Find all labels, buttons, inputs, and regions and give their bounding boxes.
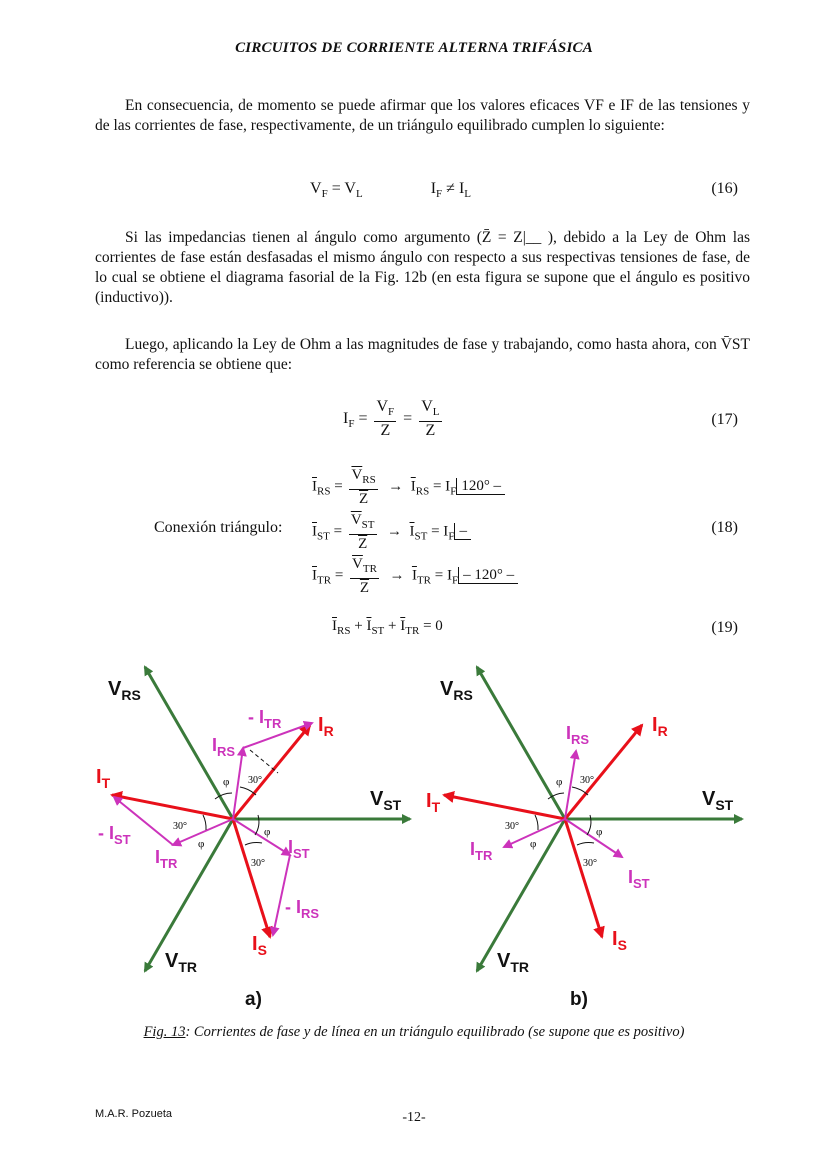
svg-text:IS: $I_S$ — [612, 928, 627, 953]
svg-text:VTR: $V_{TR}$ — [497, 950, 530, 975]
svg-text:φ: φ — [556, 776, 563, 788]
it-phasor-b — [444, 795, 565, 819]
svg-text:IST: $I_{ST}$ — [628, 867, 650, 891]
equation-16-number: (16) — [711, 180, 738, 197]
svg-text:φ: φ — [198, 838, 205, 850]
svg-text:30°: 30° — [248, 775, 262, 786]
delta-connection-label: Conexión triángulo: — [154, 519, 283, 536]
svg-text:30°: 30° — [505, 821, 519, 832]
svg-text:IST: $I_{ST}$ — [288, 837, 310, 861]
svg-text:VRS: $V_{RS}$ — [440, 678, 473, 703]
minus-irs-phasor-a — [273, 855, 290, 935]
paragraph-1: En consecuencia, de momento se puede afirmar que los valores eficaces VF e IF de las tensiones y de las corrientes de fase, respectivamente, de un triángulo equilibrado cumplen lo siguiente: — [95, 97, 750, 134]
panel-a — [96, 667, 410, 1010]
page-header: CIRCUITOS DE CORRIENTE ALTERNA TRIFÁSICA — [235, 40, 593, 56]
equation-17: $I_F$ = $\frac{V_F}{Z}$ = $\frac{V_L}{Z}$ — [343, 398, 440, 440]
phasor-diagram-figure — [0, 655, 828, 1015]
svg-text:IT: $I_T$ — [96, 766, 111, 791]
svg-text:- ITR: - $I_{TR}$ — [248, 707, 282, 731]
svg-text:φ: φ — [264, 826, 271, 838]
svg-text:- IST: - $I_{ST}$ — [98, 823, 131, 847]
vtr-phasor-b — [477, 819, 565, 971]
svg-text:IS: $I_S$ — [252, 933, 267, 958]
svg-text:IRS: $I_{RS}$ — [212, 735, 236, 759]
panel-a-label: a) — [245, 989, 262, 1010]
panel-b-label: b) — [570, 989, 588, 1010]
panel-b — [426, 667, 742, 1010]
svg-text:φ: φ — [223, 776, 230, 788]
svg-text:ITR: $I_{TR}$ — [470, 839, 493, 863]
ir-phasor-a — [233, 725, 310, 819]
equation-16: $V_F = V_L$ $I_F \ne I_L$ — [310, 180, 472, 201]
svg-text:φ: φ — [530, 838, 537, 850]
svg-text:VTR: $V_{TR}$ — [165, 950, 198, 975]
equation-18-row-2: $\overline{I}_{ST}$ = $\frac{\overline{V}_{ST}}{Z}$ → $\overline{I}_{ST} = I_F$ – — [312, 511, 471, 553]
equation-19-number: (19) — [711, 619, 738, 636]
equation-18-row-3: $\overline{I}_{TR}$ = $\frac{\overline{V}_{TR}}{Z}$ → $\overline{I}_{TR} = I_F - 120^\circ$ – — [312, 555, 518, 597]
equation-18-row-1: $\overline{I}_{RS}$ = $\frac{\overline{V}_{RS}}{Z}$ → $\overline{I}_{RS} = I_F$ 120° – — [312, 466, 505, 508]
svg-text:VST: $V_{ST}$ — [370, 788, 402, 813]
vtr-phasor-a — [145, 819, 233, 971]
svg-text:IT: $I_T$ — [426, 790, 441, 815]
equation-19: $\overline{I}_{RS} + \overline{I}_{ST} + \overline{I}_{TR} = 0$ — [332, 618, 443, 637]
figure-caption: Fig. 13: Corrientes de fase y de línea en un triángulo equilibrado (se supone que es positivo) — [143, 1024, 685, 1040]
equation-18-number: (18) — [711, 519, 738, 536]
svg-text:- IRS: - $I_{RS}$ — [285, 897, 320, 921]
page-number: -12- — [402, 1110, 426, 1125]
equation-17-number: (17) — [711, 411, 738, 428]
paragraph-2: Si las impedancias tienen al ángulo como argumento (Z̄ = Z|__ ), debido a la Ley de Ohm las corrientes de fase están desfasadas el mismo ángulo con respecto a sus respectivas tensiones de fase, de lo cual se obtiene el diagrama fasorial de la Fig. 12b (en esta figura se supone que el ángulo es positivo (inductivo)). — [95, 229, 750, 306]
svg-text:30°: 30° — [583, 858, 597, 869]
svg-text:IR: $I_R$ — [652, 714, 668, 739]
svg-text:30°: 30° — [173, 821, 187, 832]
svg-text:VST: $V_{ST}$ — [702, 788, 734, 813]
svg-text:30°: 30° — [580, 775, 594, 786]
paragraph-3: Luego, aplicando la Ley de Ohm a las magnitudes de fase y trabajando, como hasta ahora, con V̄ST como referencia se obtiene que: — [95, 336, 750, 373]
svg-text:φ: φ — [596, 826, 603, 838]
svg-text:VRS: $V_{RS}$ — [108, 678, 141, 703]
svg-text:ITR: $I_{TR}$ — [155, 847, 178, 871]
svg-text:IRS: $I_{RS}$ — [566, 723, 590, 747]
svg-text:IR: $I_R$ — [318, 714, 334, 739]
footer-author: M.A.R. Pozueta — [95, 1108, 173, 1120]
svg-text:30°: 30° — [251, 858, 265, 869]
ist-phasor-b — [565, 819, 622, 857]
